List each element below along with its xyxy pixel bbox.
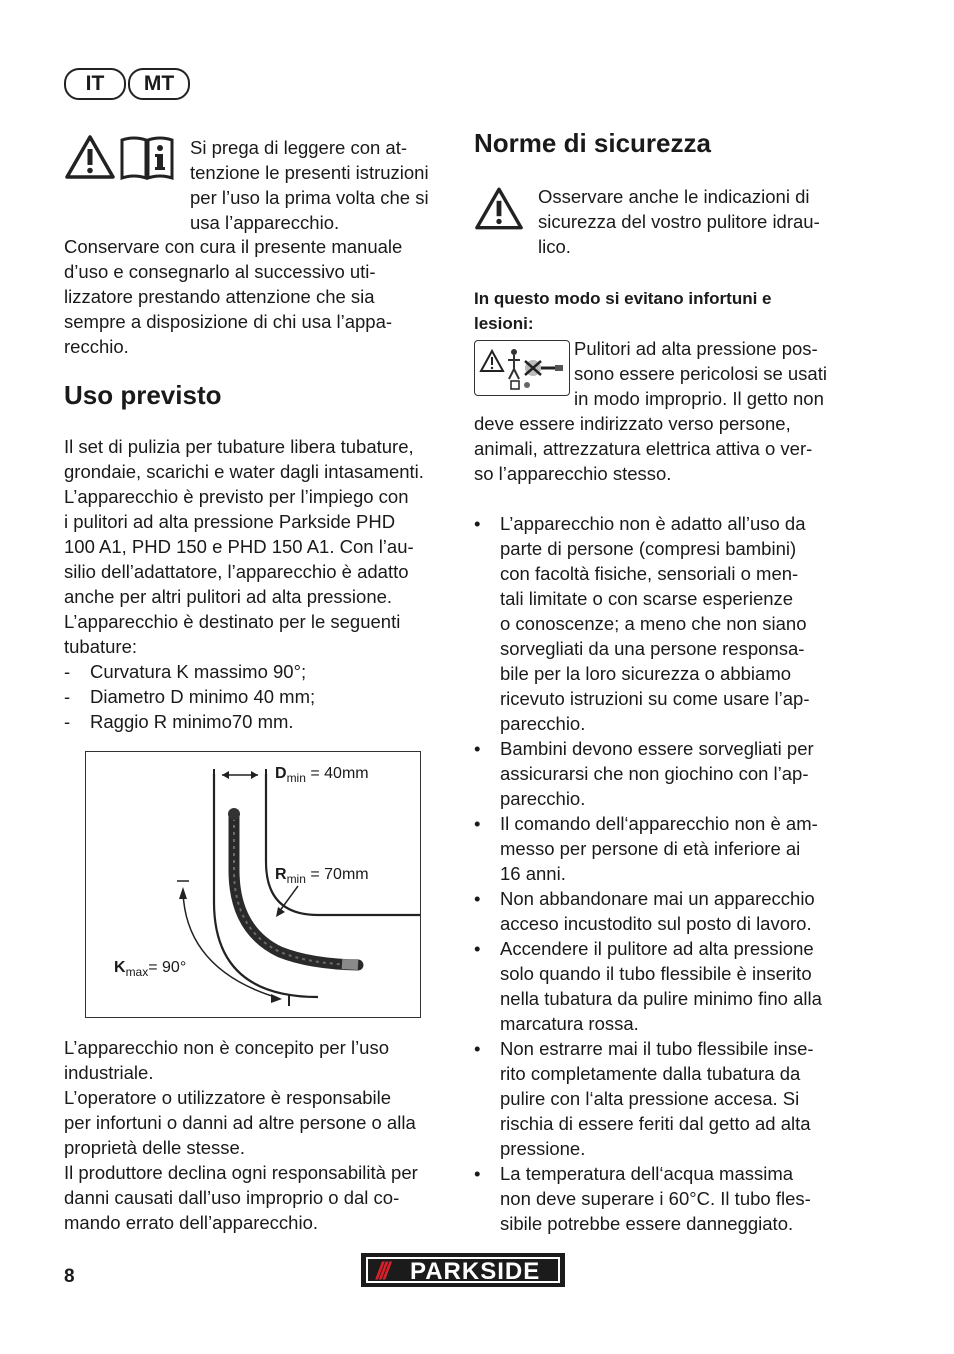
high-pressure-jet-warning-icon — [474, 340, 570, 396]
text-line: sicurezza del vostro pulitore idrau- — [538, 211, 820, 232]
text-line: Pulitori ad alta pressione pos- — [574, 338, 818, 359]
text-line: Conservare con cura il presente manuale — [64, 236, 403, 257]
list-item: • L’apparecchio non è adatto all’uso da parte di persone (compresi bambini) con facoltà fisiche, sensoriali o men- tali limitate o con scarse esperienze o conoscenze; a meno che non siano sorvegliati da una persone responsa- bile per la loro sicurezza o abbiamo ricevuto istruzioni su come usare l’ap- parecchio. — [474, 513, 810, 734]
text-line: deve essere indirizzato verso persone, — [474, 413, 791, 434]
warning-icon — [64, 134, 116, 180]
list-item: • Bambini devono essere sorvegliati per assicurarsi che non giochino con l’ap- parecchio. — [474, 738, 814, 809]
text-line: sempre a disposizione di chi usa l’appa- — [64, 311, 393, 332]
text-line: lesioni: — [474, 314, 534, 333]
text-line: usa l’apparecchio. — [190, 212, 340, 233]
text-line: lico. — [538, 236, 571, 257]
warning-note — [538, 184, 820, 259]
text-line: 100 A1, PHD 150 e PHD 150 A1. Con l’au- — [64, 536, 414, 557]
text-line: silio dell’adattatore, l’apparecchio è adatto — [64, 561, 409, 582]
heading-norme-di-sicurezza: Norme di sicurezza — [474, 128, 711, 158]
text-line: in modo improprio. Il getto non — [574, 388, 824, 409]
text-line: lizzatore prestando attenzione che sia — [64, 286, 375, 307]
text-line: Il produttore declina ogni responsabilità per — [64, 1162, 418, 1183]
intro-paragraph — [64, 234, 402, 359]
text-line: industriale. — [64, 1062, 154, 1083]
text-line: L’apparecchio è destinato per le seguenti — [64, 611, 401, 632]
text-line: sono essere pericolosi se usati — [574, 363, 827, 384]
parkside-logo — [361, 1253, 565, 1287]
uso-after-paragraph — [64, 1035, 418, 1235]
list-item: • La temperatura dell‘acqua massima non deve superare i 60°C. Il tubo fles- sibile potrebbe essere danneggiato. — [474, 1163, 811, 1234]
text-line: danni causati dall’uso improprio o dal co- — [64, 1187, 400, 1208]
read-manual-icon — [118, 134, 176, 180]
dash-item: - Diametro D minimo 40 mm; — [64, 686, 316, 707]
text-line: tubature: — [64, 636, 138, 657]
text-line: per infortuni o danni ad altre persone o alla — [64, 1112, 416, 1133]
list-item: • Non estrarre mai il tubo flessibile inse- rito completamente dalla tubatura da pulire con l‘alta pressione accesa. Si rischia di essere feriti dal getto ad alta pressione. — [474, 1038, 814, 1159]
text-line: In questo modo si evitano infortuni e — [474, 289, 772, 308]
text-line: L’operatore o utilizzatore è responsabile — [64, 1087, 392, 1108]
logo-slashes: /// — [376, 1258, 388, 1285]
jet-warning-text — [574, 336, 827, 411]
pipe-diagram — [85, 751, 421, 1018]
lang-badge-mt: MT — [128, 68, 190, 100]
text-line: proprietà delle stesse. — [64, 1137, 245, 1158]
text-line: Si prega di leggere con at- — [190, 137, 407, 158]
text-line: L’apparecchio non è concepito per l’uso — [64, 1037, 390, 1058]
lang-badge-it: IT — [64, 68, 126, 100]
label-k-max: $K_{max}= 90^\circ$ — [114, 959, 187, 980]
text-line: Osservare anche le indicazioni di — [538, 186, 810, 207]
logo-frame — [366, 1257, 560, 1283]
safety-bullet-list — [474, 511, 874, 1236]
list-item: • Il comando dell‘apparecchio non è am- messo per persone di età inferiore ai 16 anni. — [474, 813, 818, 884]
jet-warning-continued — [474, 411, 812, 486]
page-number: 8 — [64, 1266, 75, 1287]
dash-item: - Raggio R minimo70 mm. — [64, 711, 294, 732]
list-item: • Accendere il pulitore ad alta pressione solo quando il tubo flessibile è inserito nella tubatura da pulire minimo fino alla marcatura rossa. — [474, 938, 822, 1034]
label-r-min: $R_{min} = 70mm$ — [275, 866, 369, 887]
text-line: tenzione le presenti istruzioni — [190, 162, 429, 183]
text-line: L’apparecchio è previsto per l’impiego con — [64, 486, 409, 507]
warning-icon — [474, 186, 524, 231]
heading-uso-previsto: Uso previsto — [64, 380, 222, 410]
text-line: i pulitori ad alta pressione Parkside PHD — [64, 511, 396, 532]
text-line: per l’uso la prima volta che si — [190, 187, 429, 208]
label-d-min: $D_{min} = 40mm$ — [275, 765, 369, 786]
text-line: animali, attrezzatura elettrica attiva o ver- — [474, 438, 813, 459]
dash-item: - Curvatura K massimo 90°; — [64, 661, 307, 682]
text-line: so l’apparecchio stesso. — [474, 463, 672, 484]
text-line: anche per altri pulitori ad alta pressione. — [64, 586, 393, 607]
text-line: recchio. — [64, 336, 129, 357]
text-line: d’uso e consegnarlo al successivo uti- — [64, 261, 376, 282]
intro-text — [190, 135, 429, 235]
text-line: Il set di pulizia per tubature libera tubature, — [64, 436, 414, 457]
list-item: • Non abbandonare mai un apparecchio acceso incustodito sul posto di lavoro. — [474, 888, 815, 934]
logo-wordmark: PARKSIDE — [410, 1258, 541, 1285]
text-line: mando errato dell’apparecchio. — [64, 1212, 319, 1233]
uso-paragraph — [64, 434, 424, 734]
subheading-infortuni — [474, 286, 772, 336]
text-line: grondaie, scarichi e water dagli intasamenti. — [64, 461, 424, 482]
